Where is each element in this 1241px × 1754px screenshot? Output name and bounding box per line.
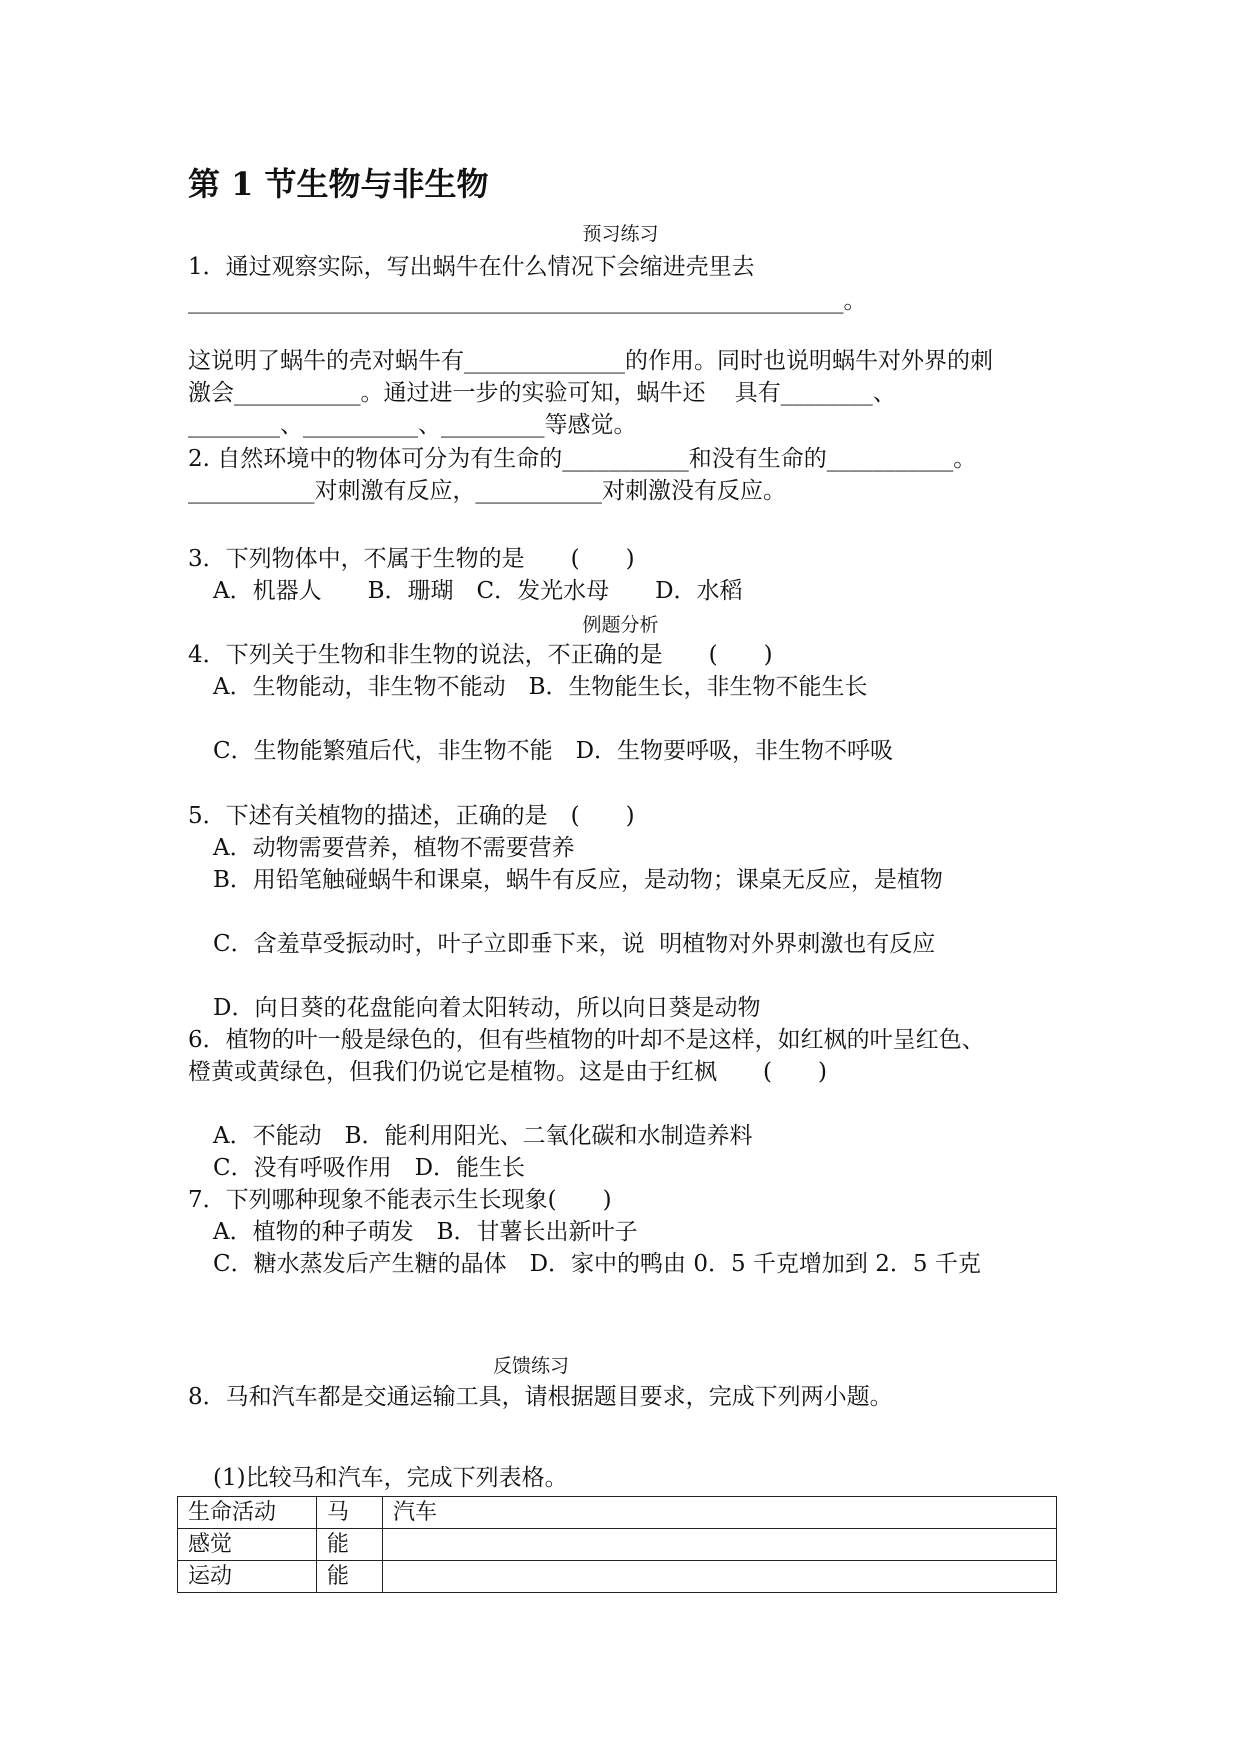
table-cell-answer [383, 1561, 1057, 1593]
question-1-line-1: 1．通过观察实际，写出蜗牛在什么情况下会缩进壳里去 [188, 254, 755, 280]
question-3-options: A．机器人 B．珊瑚 C．发光水母 D．水稻 [213, 578, 743, 604]
question-5-option-c: C．含羞草受振动时，叶子立即垂下来，说 明植物对外界刺激也有反应 [213, 931, 936, 957]
table-header-cell: 生命活动 [178, 1497, 317, 1529]
comparison-table [177, 1496, 1057, 1593]
question-2-line-2: ___________对刺激有反应，___________对刺激没有反应。 [188, 478, 786, 504]
question-5-option-d: D．向日葵的花盘能向着太阳转动，所以向日葵是动物 [213, 995, 761, 1021]
question-3-stem: 3．下列物体中，不属于生物的是 ( ) [188, 546, 635, 572]
table-row [178, 1529, 1057, 1561]
table-cell: 能 [317, 1561, 383, 1593]
table-header-cell: 马 [317, 1497, 383, 1529]
section-heading-feedback: 反馈练习 [492, 1355, 569, 1377]
question-4-options-ab: A．生物能动，非生物不能动 B．生物能生长，非生物不能生长 [213, 674, 868, 700]
table-cell-answer [383, 1529, 1057, 1561]
question-6-line-2: 橙黄或黄绿色，但我们仍说它是植物。这是由于红枫 ( ) [188, 1059, 827, 1085]
table-row [178, 1561, 1057, 1593]
section-heading-example: 例题分析 [582, 614, 659, 636]
question-4-stem: 4．下列关于生物和非生物的说法，不正确的是 ( ) [188, 642, 773, 668]
question-7-options-ab: A．植物的种子萌发 B．甘薯长出新叶子 [213, 1219, 638, 1245]
table-cell: 能 [317, 1529, 383, 1561]
question-1-answer-blank: _________________________________________________________。 [188, 288, 867, 314]
question-2-line-1: 2. 自然环境中的物体可分为有生命的___________和没有生命的___________。 [188, 446, 977, 472]
table-cell: 运动 [178, 1561, 317, 1593]
question-7-options-cd: C．糖水蒸发后产生糖的晶体 D．家中的鸭由 0．5 千克增加到 2．5 千克 [213, 1251, 981, 1277]
question-7-stem: 7．下列哪种现象不能表示生长现象( ) [188, 1187, 612, 1213]
question-5-option-a: A．动物需要营养，植物不需要营养 [213, 835, 575, 861]
table-cell: 感觉 [178, 1529, 317, 1561]
question-6-options-ab: A．不能动 B．能利用阳光、二氧化碳和水制造养料 [213, 1123, 753, 1149]
question-8-stem: 8．马和汽车都是交通运输工具，请根据题目要求，完成下列两小题。 [188, 1384, 893, 1410]
question-4-options-cd: C．生物能繁殖后代，非生物不能 D．生物要呼吸，非生物不呼吸 [213, 738, 894, 764]
section-heading-preview: 预习练习 [582, 223, 659, 245]
question-6-line-1: 6．植物的叶一般是绿色的，但有些植物的叶却不是这样，如红枫的叶呈红色、 [188, 1027, 985, 1053]
page-title: 第 1 节生物与非生物 [188, 165, 489, 203]
question-5-option-b: B．用铅笔触碰蜗牛和课桌，蜗牛有反应，是动物；课桌无反应，是植物 [213, 867, 943, 893]
question-1-line-4: 激会___________。通过进一步的实验可知，蜗牛还 具有________、 [188, 380, 896, 406]
table-header-row [178, 1497, 1057, 1529]
table-header-cell: 汽车 [383, 1497, 1057, 1529]
question-1-line-3: 这说明了蜗牛的壳对蜗牛有______________的作用。同时也说明蜗牛对外界的刺 [188, 348, 993, 374]
question-5-stem: 5．下述有关植物的描述，正确的是 ( ) [188, 803, 635, 829]
question-8-subquestion-1: (1)比较马和汽车，完成下列表格。 [213, 1465, 568, 1491]
question-1-line-5: ________、__________、_________等感觉。 [188, 412, 637, 438]
question-6-options-cd: C．没有呼吸作用 D．能生长 [213, 1155, 526, 1181]
